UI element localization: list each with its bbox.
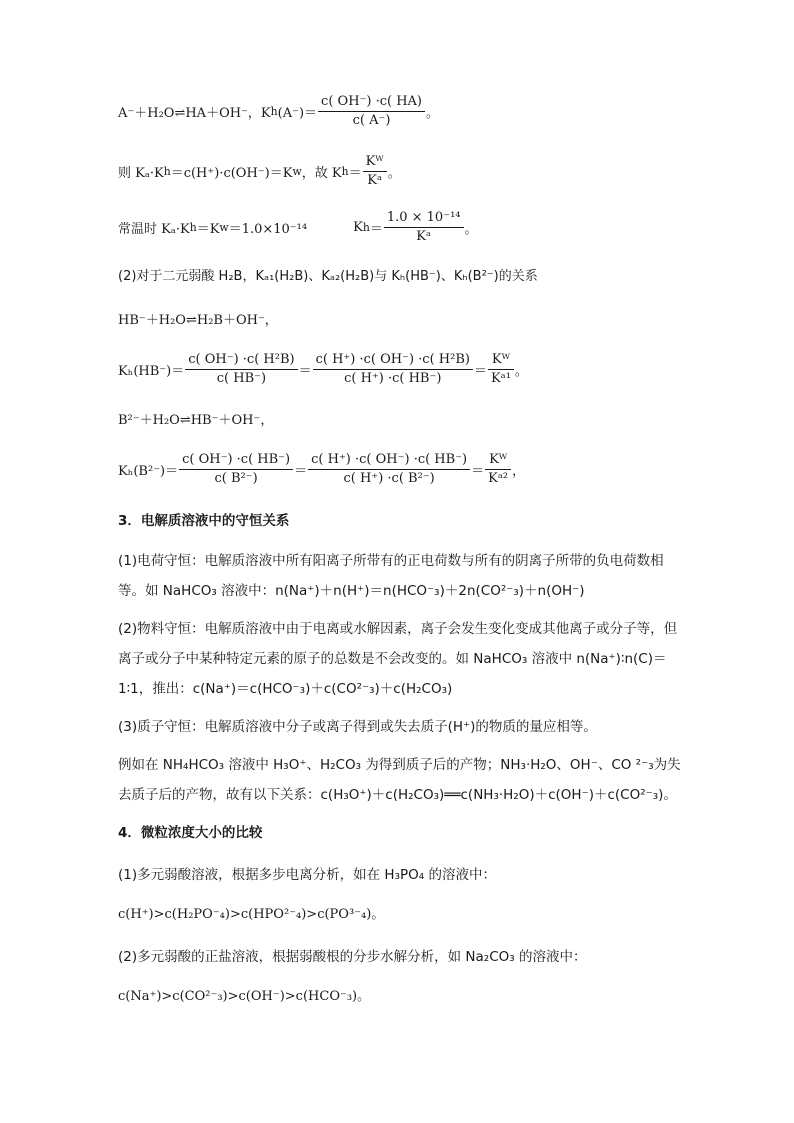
eq2-numerator: Kᵂ xyxy=(363,154,387,172)
eq2-sub-w: w xyxy=(292,165,302,178)
eq5-equals: ＝ xyxy=(298,364,312,379)
eq5-denominator-2: c( H⁺) ·c( HB⁻) xyxy=(344,371,442,386)
eq7-equals-2: ＝ xyxy=(471,464,485,479)
eq1-numerator: c( OH⁻) ·c( HA) xyxy=(318,94,425,112)
eq3-sub-w: w xyxy=(219,221,229,234)
paragraph-proton-example: 例如在 NH₄HCO₃ 溶液中 H₃O⁺、H₂CO₃ 为得到质子后的产物；NH₃·H₂O、OH⁻、CO ²⁻₃为失去质子后的产物，故有以下关系：c(H₃O⁺)＋c(H₂CO₃)══c(NH₃·H₂O)＋c(OH⁻)＋c(CO²⁻₃)。 xyxy=(118,757,681,803)
paragraph-polyacid: (1)多元弱酸溶液，根据多步电离分析，如在 H₃PO₄ 的溶液中： xyxy=(118,867,496,883)
eq3-mid: ＝K xyxy=(196,222,220,237)
eq1-end: 。 xyxy=(426,106,440,121)
eq3-mid3: ＝ xyxy=(369,222,383,237)
eq5-fraction-3 xyxy=(488,352,514,387)
eq2-mid2: ，故 K xyxy=(301,166,342,181)
eq5-numerator-2: c( H⁺) ·c( OH⁻) ·c( H²B) xyxy=(313,352,473,370)
eq2-fraction xyxy=(363,154,387,189)
equation-room-temp xyxy=(118,210,478,245)
paragraph-material-conservation: (2)物料守恒：电解质溶液中由于电离或水解因素，离子会发生变化变成其他离子或分子等，但离子或分子中某种特定元素的原子的总数是不会改变的。如 NaHCO₃ 溶液中 n(Na⁺)∶n(C)＝1∶1，推出：c(Na⁺)＝c(HCO⁻₃)＋c(CO²⁻₃)＋c(H₂CO₃) xyxy=(118,621,678,697)
eq5-equals-2: ＝ xyxy=(473,364,487,379)
eq3-end: 。 xyxy=(464,222,478,237)
eq2-mid3: ＝ xyxy=(348,166,362,181)
equation-polyacid-order: c(H⁺)>c(H₂PO⁻₄)>c(HPO²⁻₄)>c(PO³⁻₄)。 xyxy=(118,907,385,922)
heading-conservation: 3．电解质溶液中的守恒关系 xyxy=(118,513,290,529)
eq3-numerator: 1.0 × 10⁻¹⁴ xyxy=(384,210,464,228)
eq3-fraction xyxy=(384,210,464,245)
paragraph-charge-conservation: (1)电荷守恒：电解质溶液中所有阳离子所带有的正电荷数与所有的阴离子所带的负电荷数相等。如 NaHCO₃ 溶液中：n(Na⁺)＋n(H⁺)＝n(HCO⁻₃)＋2n(CO²⁻₃)＋n(OH⁻) xyxy=(118,553,664,599)
eq7-equals: ＝ xyxy=(294,464,308,479)
eq1-denominator: c( A⁻) xyxy=(352,113,391,128)
equation-salt-order: c(Na⁺)>c(CO²⁻₃)>c(OH⁻)>c(HCO⁻₃)。 xyxy=(118,989,371,1004)
eq7-denominator-3: Kᵃ² xyxy=(488,471,509,486)
equation-b-hydrolysis: B²⁻＋H₂O⇌HB⁻＋OH⁻， xyxy=(118,413,274,428)
heading-concentration-comparison: 4．微粒浓度大小的比较 xyxy=(118,825,263,841)
eq7-denominator-1: c( B²⁻) xyxy=(214,471,258,486)
eq7-denominator-2: c( H⁺) ·c( B²⁻) xyxy=(343,471,435,486)
eq7-numerator-3: Kᵂ xyxy=(485,452,511,470)
eq2-mid: ＝c(H⁺)·c(OH⁻)＝K xyxy=(170,166,293,181)
eq7-numerator-1: c( OH⁻) ·c( HB⁻) xyxy=(179,452,293,470)
eq5-fraction-1 xyxy=(185,352,297,387)
eq7-lhs: Kₕ(B²⁻)＝ xyxy=(118,464,179,479)
eq1-lhs: A⁻＋H₂O⇌HA＋OH⁻，K xyxy=(118,106,271,121)
eq1-sub: h xyxy=(270,105,278,118)
eq1-mid: (A⁻)＝ xyxy=(277,106,318,121)
section-2-title: (2)对于二元弱酸 H₂B，Kₐ₁(H₂B)、Kₐ₂(H₂B)与 Kₕ(HB⁻)、Kₕ(B²⁻)的关系 xyxy=(118,269,538,284)
equation-hydrolysis-a xyxy=(118,94,439,129)
eq3-k: K xyxy=(353,220,363,235)
equation-hb-hydrolysis: HB⁻＋H₂O⇌H₂B＋OH⁻， xyxy=(118,313,278,328)
eq3-mid2: ＝1.0×10⁻¹⁴ xyxy=(228,222,308,237)
eq7-numerator-2: c( H⁺) ·c( OH⁻) ·c( HB⁻) xyxy=(308,452,470,470)
paragraph-proton-conservation: (3)质子守恒：电解质溶液中分子或离子得到或失去质子(H⁺)的物质的量应相等。 xyxy=(118,719,597,735)
eq2-denominator: Kᵃ xyxy=(367,173,383,188)
eq1-fraction xyxy=(318,94,425,129)
eq3-sub-h2: h xyxy=(362,221,370,234)
eq7-fraction-1 xyxy=(179,452,293,487)
eq3-lhs: 常温时 Kₐ·K xyxy=(118,222,190,237)
equation-kh-hb xyxy=(118,352,528,387)
eq5-denominator-3: Kᵃ¹ xyxy=(490,371,511,386)
eq5-fraction-2 xyxy=(313,352,473,387)
eq7-fraction-2 xyxy=(308,452,470,487)
paragraph-normal-salt: (2)多元弱酸的正盐溶液，根据弱酸根的分步水解分析，如 Na₂CO₃ 的溶液中： xyxy=(118,949,587,965)
eq5-denominator-1: c( HB⁻) xyxy=(216,371,267,386)
eq7-end: ， xyxy=(512,464,526,479)
eq5-end: 。 xyxy=(514,364,528,379)
eq2-sub-h2: h xyxy=(341,165,349,178)
eq3-sub-h: h xyxy=(189,221,197,234)
equation-kh-b xyxy=(118,452,525,487)
eq2-sub-h: h xyxy=(163,165,171,178)
equation-ka-kh xyxy=(118,154,401,189)
eq5-numerator-1: c( OH⁻) ·c( H²B) xyxy=(185,352,297,370)
eq2-lhs: 则 Kₐ·K xyxy=(118,166,164,181)
eq3-denominator: Kᵃ xyxy=(416,229,432,244)
eq5-lhs: Kₕ(HB⁻)＝ xyxy=(118,364,185,379)
eq2-end: 。 xyxy=(387,166,401,181)
eq5-numerator-3: Kᵂ xyxy=(488,352,514,370)
eq7-fraction-3 xyxy=(485,452,511,487)
